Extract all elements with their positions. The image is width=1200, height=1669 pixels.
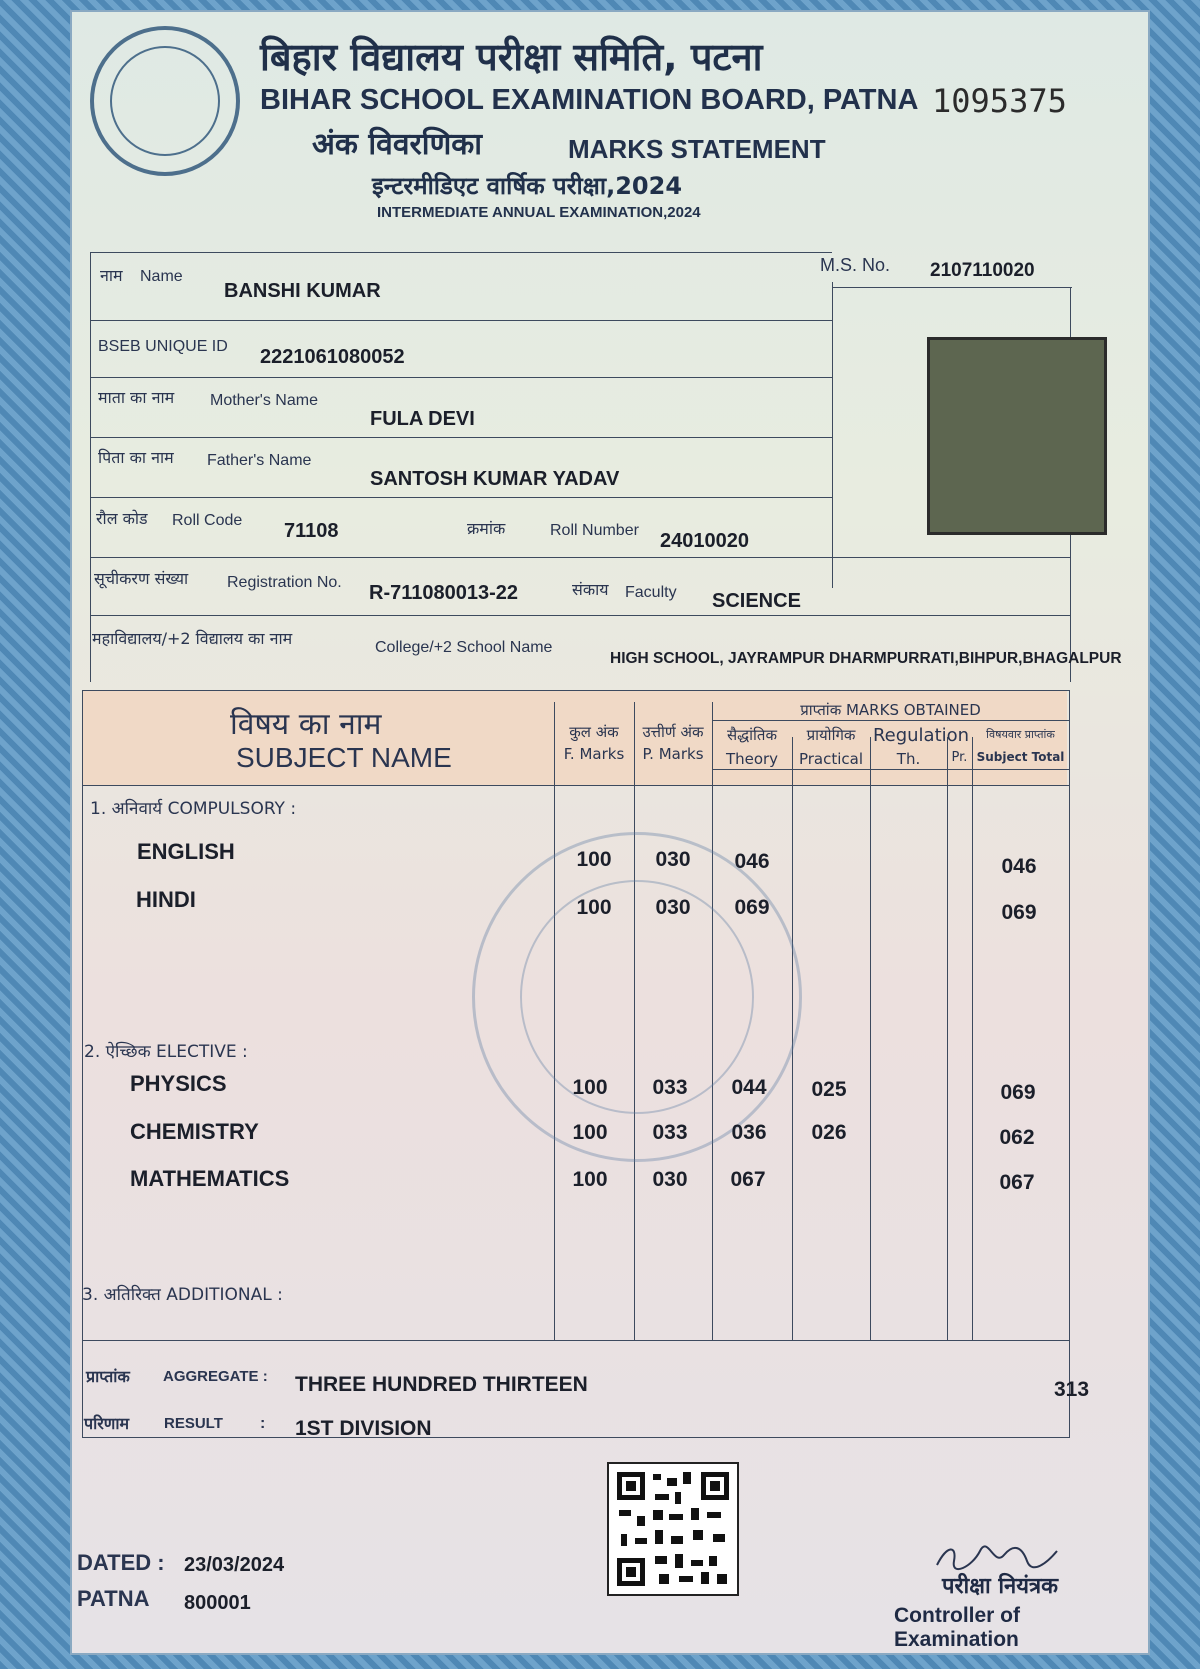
college-label: College/+2 School Name bbox=[375, 639, 553, 656]
controller-title: Controller of Examination bbox=[894, 1604, 1020, 1651]
theory-marks: 067 bbox=[730, 1168, 766, 1191]
aggregate-label-hindi: प्राप्तांक bbox=[86, 1367, 130, 1386]
faculty-value: SCIENCE bbox=[712, 590, 801, 612]
subject-name: ENGLISH bbox=[137, 839, 235, 864]
pin-code: 800001 bbox=[184, 1592, 251, 1614]
subject-name: PHYSICS bbox=[130, 1071, 227, 1096]
unique-id-label: BSEB UNIQUE ID bbox=[98, 338, 228, 355]
aggregate-total: 313 bbox=[1054, 1378, 1090, 1401]
statement-title-english: MARKS STATEMENT bbox=[568, 134, 826, 164]
marks-obtained-header: प्राप्तांक MARKS OBTAINED bbox=[800, 701, 981, 719]
father-name: SANTOSH KUMAR YADAV bbox=[370, 468, 620, 490]
registration-value: R-711080013-22 bbox=[369, 582, 519, 604]
city-label: PATNA bbox=[77, 1586, 150, 1611]
subject-total: 069 bbox=[1000, 1081, 1036, 1104]
result-value: 1ST DIVISION bbox=[295, 1417, 432, 1440]
college-label-hindi: महाविद्यालय/+2 विद्यालय का नाम bbox=[92, 629, 293, 648]
practical-header: Practical bbox=[798, 750, 864, 768]
marks-statement-document bbox=[70, 10, 1150, 1655]
practical-marks: 026 bbox=[811, 1121, 847, 1144]
result-label: RESULT bbox=[164, 1415, 223, 1432]
full-marks: 100 bbox=[572, 1168, 608, 1191]
roll-code-label-hindi: रौल कोड bbox=[96, 509, 148, 528]
roll-number-label-hindi: क्रमांक bbox=[467, 519, 506, 538]
subject-total-header: Subject Total bbox=[976, 750, 1065, 764]
board-seal-logo bbox=[90, 26, 240, 176]
practical-header-hindi: प्रायोगिक bbox=[806, 726, 856, 744]
mother-name: FULA DEVI bbox=[370, 408, 475, 430]
subject-total: 062 bbox=[999, 1126, 1035, 1149]
pmarks-header: P. Marks bbox=[642, 745, 704, 763]
theory-header: Theory bbox=[725, 750, 779, 768]
full-marks: 100 bbox=[576, 896, 612, 919]
father-label-hindi: पिता का नाम bbox=[98, 448, 174, 467]
controller-title-hindi: परीक्षा नियंत्रक bbox=[942, 1574, 1059, 1599]
full-marks: 100 bbox=[576, 848, 612, 871]
subject-name: CHEMISTRY bbox=[130, 1119, 259, 1144]
exam-title-hindi: इन्टरमीडिएट वार्षिक परीक्षा,2024 bbox=[372, 172, 683, 200]
result-colon: : bbox=[260, 1415, 266, 1432]
pass-marks: 030 bbox=[655, 896, 691, 919]
pmarks-header-hindi: उत्तीर्ण अंक bbox=[642, 723, 704, 741]
name-label: Name bbox=[140, 268, 183, 285]
subject-total: 069 bbox=[1001, 901, 1037, 924]
theory-marks: 046 bbox=[734, 850, 770, 873]
qr-code bbox=[607, 1462, 739, 1596]
fmarks-header: F. Marks bbox=[563, 745, 625, 763]
faculty-label: Faculty bbox=[625, 584, 677, 601]
result-label-hindi: परिणाम bbox=[84, 1414, 130, 1433]
theory-marks: 044 bbox=[731, 1076, 767, 1099]
student-name: BANSHI KUMAR bbox=[224, 280, 381, 302]
pass-marks: 030 bbox=[652, 1168, 688, 1191]
regulation-header: Regulation bbox=[872, 725, 970, 746]
subject-name: HINDI bbox=[136, 887, 196, 912]
regulation-theory-header: Th. bbox=[896, 750, 921, 768]
unique-id-value: 2221061080052 bbox=[260, 346, 405, 368]
father-label: Father's Name bbox=[207, 452, 312, 469]
theory-marks: 069 bbox=[734, 896, 770, 919]
pass-marks: 030 bbox=[655, 848, 691, 871]
registration-label-hindi: सूचीकरण संख्या bbox=[94, 569, 189, 588]
subject-header-hindi: विषय का नाम bbox=[230, 707, 382, 742]
board-title-hindi: बिहार विद्यालय परीक्षा समिति, पटना bbox=[260, 35, 763, 79]
theory-header-hindi: सैद्धांतिक bbox=[727, 726, 777, 744]
pass-marks: 033 bbox=[652, 1121, 688, 1144]
serial-number: 1095375 bbox=[932, 82, 1067, 120]
exam-title-english: INTERMEDIATE ANNUAL EXAMINATION,2024 bbox=[377, 204, 701, 221]
section-compulsory: 1. अनिवार्य COMPULSORY : bbox=[90, 799, 297, 819]
mother-label-hindi: माता का नाम bbox=[98, 388, 175, 407]
full-marks: 100 bbox=[572, 1121, 608, 1144]
board-stamp-watermark bbox=[472, 832, 802, 1162]
roll-number-value: 24010020 bbox=[660, 530, 749, 552]
board-title-english: BIHAR SCHOOL EXAMINATION BOARD, PATNA bbox=[260, 84, 919, 116]
student-photo bbox=[927, 337, 1107, 535]
section-elective: 2. ऐच्छिक ELECTIVE : bbox=[84, 1042, 248, 1062]
pass-marks: 033 bbox=[652, 1076, 688, 1099]
roll-code-label: Roll Code bbox=[172, 512, 243, 529]
dated-label: DATED : bbox=[77, 1550, 165, 1575]
fmarks-header-hindi: कुल अंक bbox=[569, 723, 619, 741]
name-label-hindi: नाम bbox=[100, 266, 123, 285]
subject-total: 046 bbox=[1001, 855, 1037, 878]
subject-header-english: SUBJECT NAME bbox=[236, 742, 452, 773]
ms-no-value: 2107110020 bbox=[930, 260, 1035, 281]
practical-marks: 025 bbox=[811, 1078, 847, 1101]
subject-name: MATHEMATICS bbox=[130, 1166, 290, 1191]
full-marks: 100 bbox=[572, 1076, 608, 1099]
theory-marks: 036 bbox=[731, 1121, 767, 1144]
registration-label: Registration No. bbox=[227, 574, 342, 591]
subject-total: 067 bbox=[999, 1171, 1035, 1194]
issue-date: 23/03/2024 bbox=[184, 1554, 285, 1576]
roll-code-value: 71108 bbox=[284, 520, 339, 542]
mother-label: Mother's Name bbox=[210, 392, 318, 409]
roll-number-label: Roll Number bbox=[550, 522, 639, 539]
section-additional: 3. अतिरिक्त ADDITIONAL : bbox=[82, 1285, 283, 1305]
college-name: HIGH SCHOOL, JAYRAMPUR DHARMPURRATI,BIHPUR,BHAGALPUR bbox=[610, 650, 1122, 667]
subject-total-header-hindi: विषयवार प्राप्तांक bbox=[986, 728, 1055, 741]
statement-title-hindi: अंक विवरणिका bbox=[312, 127, 483, 162]
aggregate-in-words: THREE HUNDRED THIRTEEN bbox=[295, 1373, 588, 1396]
aggregate-label: AGGREGATE : bbox=[163, 1368, 268, 1385]
regulation-practical-header: Pr. bbox=[951, 750, 968, 765]
faculty-label-hindi: संकाय bbox=[572, 580, 609, 599]
ms-no-label: M.S. No. bbox=[820, 255, 891, 275]
